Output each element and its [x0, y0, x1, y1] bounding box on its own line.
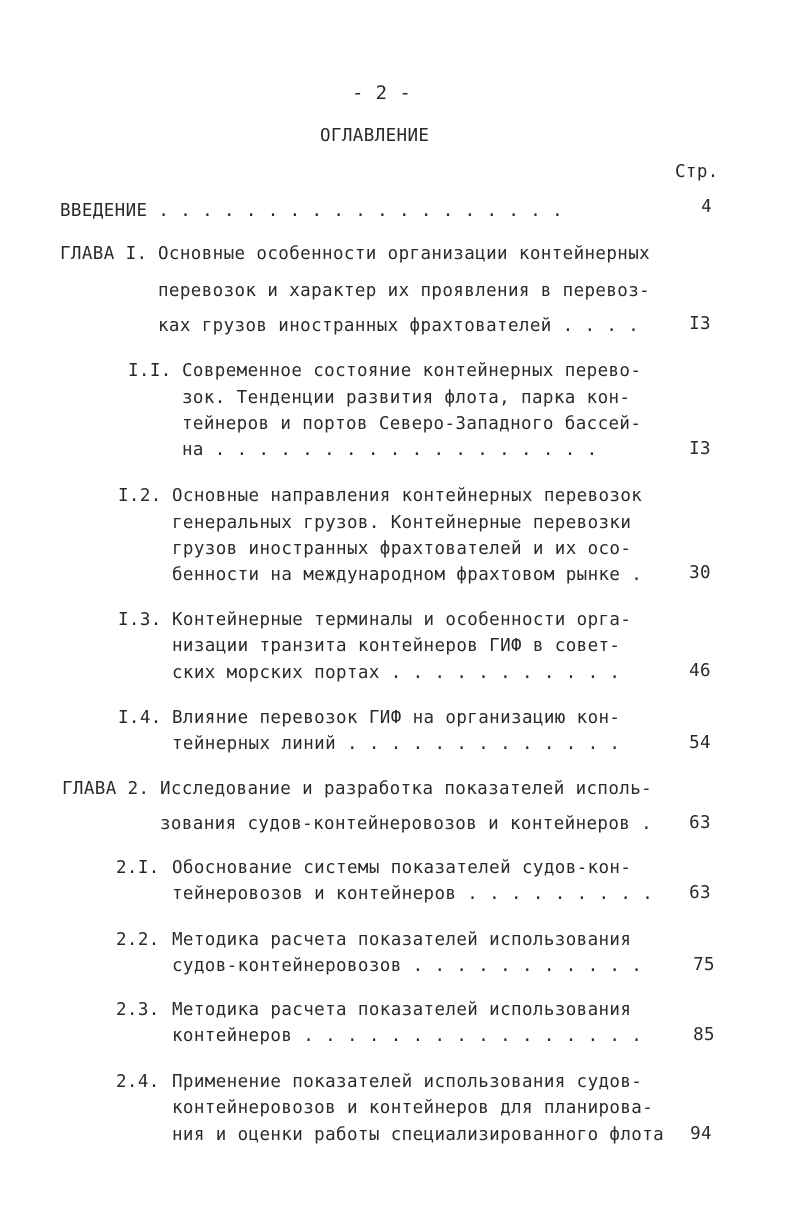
toc-line: Контейнерные терминалы и особенности орга-	[172, 610, 632, 630]
toc-line: Исследование и разработка показателей исполь-	[160, 779, 653, 799]
section-label: 2.4.	[116, 1072, 160, 1092]
toc-page-number: 46	[689, 661, 711, 681]
toc-line: низации транзита контейнеров ГИФ в совет-	[172, 636, 621, 656]
toc-page-number: 63	[689, 883, 711, 903]
toc-line: генеральных грузов. Контейнерные перевозки	[172, 513, 632, 533]
toc-line: ских морских портах . . . . . . . . . . .	[172, 663, 621, 683]
toc-line: зок. Тенденции развития флота, парка кон-	[182, 388, 631, 408]
section-label: I.I.	[128, 361, 172, 381]
toc-line: Основные особенности организации контейнерных	[158, 244, 651, 264]
chapter-label: ГЛАВА I.	[60, 244, 148, 264]
toc-page-number: 85	[693, 1025, 715, 1045]
toc-page-number: I3	[689, 314, 711, 334]
section-label: 2.3.	[116, 1000, 160, 1020]
toc-line: бенности на международном фрахтовом рынке .	[172, 565, 643, 585]
toc-page-number: I3	[689, 439, 711, 459]
toc-line: судов-контейнеровозов . . . . . . . . . . .	[172, 956, 643, 976]
chapter-label: ГЛАВА 2.	[62, 779, 150, 799]
toc-line: Методика расчета показателей использования	[172, 930, 632, 950]
toc-line: контейнеров . . . . . . . . . . . . . . . .	[172, 1026, 643, 1046]
section-label: I.2.	[118, 486, 162, 506]
toc-line: ВВЕДЕНИЕ . . . . . . . . . . . . . . . . . . .	[60, 201, 564, 221]
toc-page-number: 63	[689, 813, 711, 833]
document-title: ОГЛАВЛЕНИЕ	[320, 126, 430, 146]
section-label: I.3.	[118, 610, 162, 630]
toc-page-number: 94	[690, 1124, 712, 1144]
toc-line: Методика расчета показателей использования	[172, 1000, 632, 1020]
toc-line: ках грузов иностранных фрахтователей . . . .	[158, 316, 640, 336]
toc-line: перевозок и характер их проявления в перевоз-	[158, 281, 651, 301]
toc-page-number: 4	[701, 197, 712, 217]
toc-line: тейнеровозов и контейнеров . . . . . . . . .	[172, 884, 654, 904]
section-label: 2.2.	[116, 930, 160, 950]
toc-page-number: 54	[689, 733, 711, 753]
toc-line: зования судов-контейнеровозов и контейнеров .	[160, 814, 653, 834]
toc-page-number: 75	[693, 955, 715, 975]
toc-line: Применение показателей использования судов-	[172, 1072, 643, 1092]
page-column-header: Стр.	[675, 162, 719, 182]
page-number: - 2 -	[352, 82, 412, 104]
section-label: I.4.	[118, 708, 162, 728]
toc-line: ния и оценки работы специализированного флота	[172, 1125, 665, 1145]
section-label: 2.I.	[116, 858, 160, 878]
toc-line: грузов иностранных фрахтователей и их осо-	[172, 539, 632, 559]
toc-line: тейнеров и портов Северо-Западного бассей-	[182, 414, 642, 434]
toc-line: Основные направления контейнерных перевозок	[172, 486, 643, 506]
toc-line: контейнеровозов и контейнеров для планирова-	[172, 1098, 654, 1118]
toc-line: Современное состояние контейнерных перево-	[182, 361, 642, 381]
toc-line: Обоснование системы показателей судов-кон-	[172, 858, 632, 878]
toc-line: Влияние перевозок ГИФ на организацию кон-	[172, 708, 621, 728]
toc-line: тейнерных линий . . . . . . . . . . . . .	[172, 734, 621, 754]
toc-line: на . . . . . . . . . . . . . . . . . .	[182, 440, 598, 460]
toc-page-number: 30	[689, 563, 711, 583]
